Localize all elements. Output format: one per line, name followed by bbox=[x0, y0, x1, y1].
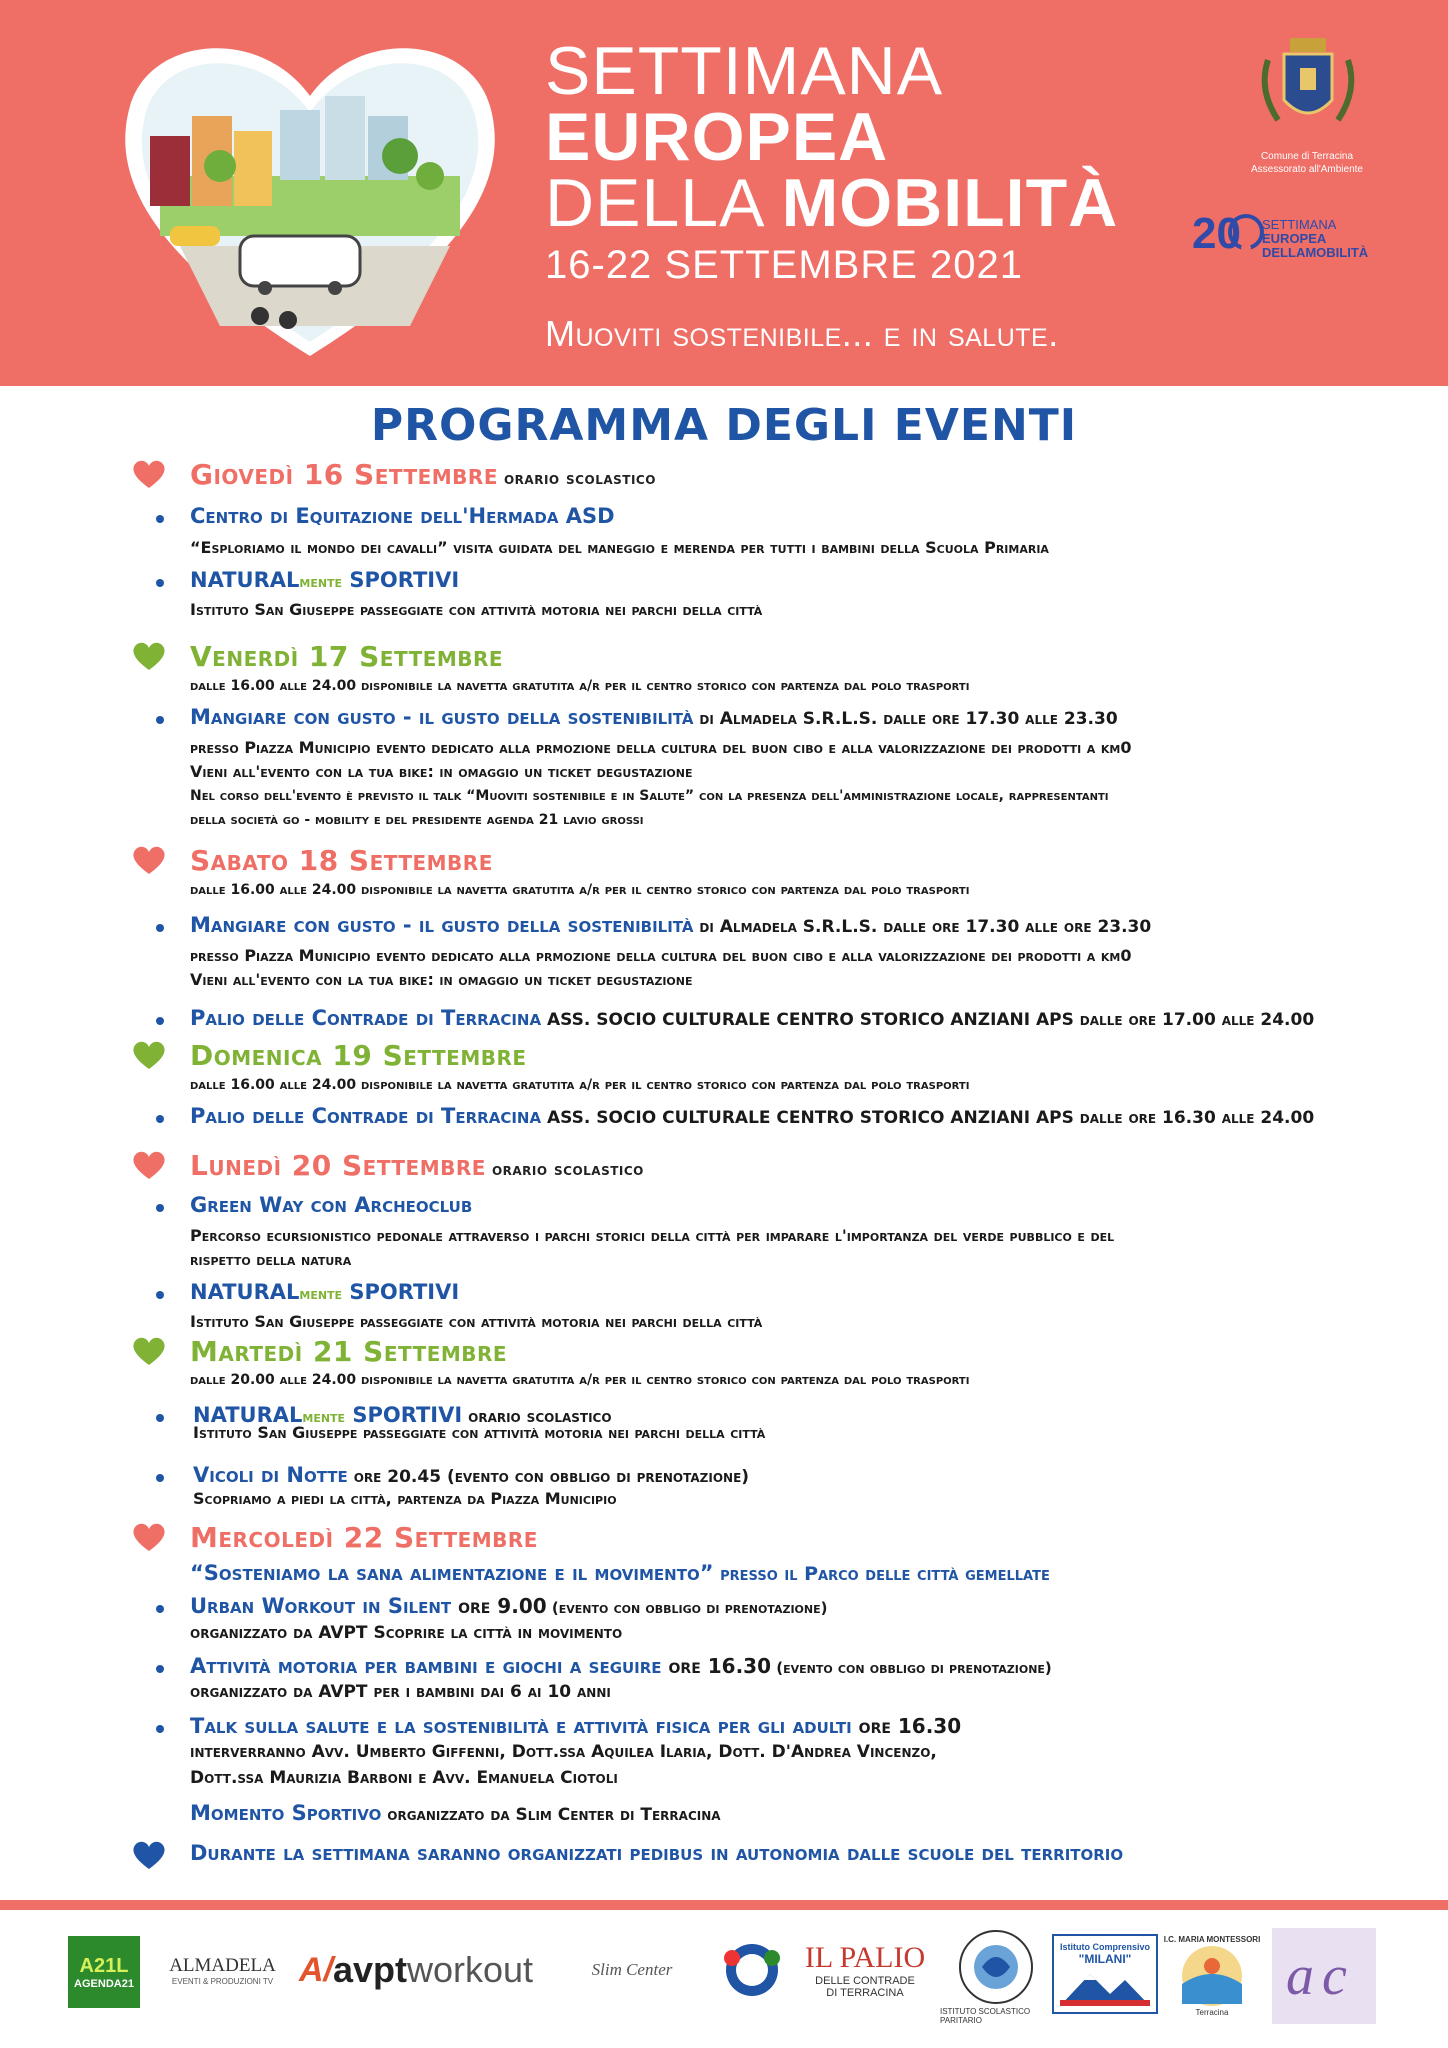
istituto-paritario-icon bbox=[956, 1927, 1036, 2007]
event-title-b: di Almadela S.R.L.S. dalle ore 17.30 alle ore 23.30 bbox=[693, 917, 1152, 937]
bullet bbox=[156, 1474, 164, 1482]
montessori-logo-sub: Terracina bbox=[1195, 2008, 1229, 2017]
event-title-b: organizzato da Slim Center di Terracina bbox=[381, 1805, 721, 1825]
day-label: Giovedì 16 Settembre bbox=[190, 458, 498, 491]
event-desc: presso Piazza Municipio evento dedicato alla prmozione della cultura del buon cibo e alla valorizzazione dei prodotti a km0 bbox=[190, 946, 1132, 965]
event-title-b: ore 16.30 bbox=[661, 1654, 771, 1678]
event-title bbox=[190, 1104, 1314, 1128]
palio-crest-icon bbox=[712, 1934, 792, 2006]
heart-red-icon bbox=[132, 845, 166, 875]
montessori-logo-name: I.C. MARIA MONTESSORI bbox=[1163, 1935, 1261, 1944]
bullet bbox=[156, 1017, 164, 1025]
day-monday-20 bbox=[190, 1149, 644, 1182]
title-block bbox=[545, 33, 1119, 356]
event-desc: Vieni all'evento con la tua bike: in omaggio un ticket degustazione bbox=[190, 970, 693, 989]
event-title-a: Vicoli di Notte bbox=[193, 1463, 348, 1487]
pedibus-note: Durante la settimana saranno organizzati pedibus in autonomia dalle scuole del territorio bbox=[190, 1841, 1124, 1865]
day-wednesday-22: Mercoledì 22 Settembre bbox=[190, 1521, 538, 1554]
event-title: Green Way con Archeoclub bbox=[190, 1193, 473, 1217]
bullet bbox=[156, 1605, 164, 1613]
almadela-logo bbox=[160, 1934, 285, 2006]
event-headline bbox=[190, 1561, 1050, 1585]
bullet bbox=[156, 1204, 164, 1212]
avpt-workout-logo: A/ avpt workout bbox=[298, 1949, 534, 1990]
event-title-b: di Almadela S.R.L.S. dalle ore 17.30 alle 23.30 bbox=[693, 709, 1118, 729]
event-title bbox=[190, 1654, 1052, 1678]
heart-red-icon bbox=[132, 1150, 166, 1180]
mountains-icon bbox=[1060, 1966, 1150, 2006]
sem-logo-line-2: EUROPEA bbox=[1262, 231, 1327, 246]
milani-logo bbox=[1052, 1934, 1158, 2014]
event-title-c: (evento con obbligo di prenotazione) bbox=[546, 1599, 828, 1617]
event-title bbox=[190, 1801, 721, 1825]
event-title-b: ore 9.00 bbox=[451, 1594, 547, 1618]
event-title-a: NATURAL bbox=[193, 1403, 303, 1427]
event-title-c: SPORTIVI bbox=[345, 1403, 463, 1427]
bullet bbox=[156, 716, 164, 724]
workout-text: workout bbox=[406, 1949, 534, 1990]
event-headline-a: “Sosteniamo la sana alimentazione e il movimento” bbox=[190, 1561, 714, 1585]
event-title-a: Mangiare con gusto - il gusto della sostenibilità bbox=[190, 705, 694, 729]
crest-caption bbox=[1222, 150, 1392, 176]
event-desc: della società go - mobility e del presidente agenda 21 lavio grossi bbox=[190, 812, 644, 828]
footer-divider bbox=[0, 1900, 1448, 1910]
title-line-3 bbox=[545, 165, 1119, 241]
heart-green-icon bbox=[132, 1336, 166, 1366]
event-title-c: SPORTIVI bbox=[342, 568, 460, 592]
sem-logo-text bbox=[1262, 218, 1368, 260]
bullet bbox=[156, 1414, 164, 1422]
shuttle-info: dalle 16.00 alle 24.00 disponibile la navetta gratutita a/r per il centro storico con partenza dal polo trasporti bbox=[190, 1077, 970, 1093]
shuttle-info: dalle 16.00 alle 24.00 disponibile la navetta gratutita a/r per il centro storico con partenza dal polo trasporti bbox=[190, 882, 970, 898]
event-desc: presso Piazza Municipio evento dedicato alla prmozione della cultura del buon cibo e alla valorizzazione dei prodotti a km0 bbox=[190, 738, 1132, 757]
day-label: Lunedì 20 Settembre bbox=[190, 1149, 486, 1182]
almadela-logo-sub: EVENTI & PRODUZIONI TV bbox=[171, 1976, 274, 1986]
slogan: Muoviti sostenibile... e in salute. bbox=[545, 313, 1059, 354]
event-desc: Scopriamo a piedi la città, partenza da Piazza Municipio bbox=[193, 1489, 617, 1508]
crest-caption-2: Assessorato all'Ambiente bbox=[1251, 164, 1363, 175]
event-title bbox=[190, 568, 459, 592]
montessori-icon bbox=[1172, 1944, 1252, 2008]
day-note: orario scolastico bbox=[491, 1160, 644, 1180]
title-line-3b: MOBILITÀ bbox=[781, 165, 1119, 241]
montessori-logo bbox=[1162, 1926, 1262, 2026]
terracina-crest-icon bbox=[1248, 30, 1368, 140]
heart-blue-icon bbox=[132, 1840, 166, 1870]
event-title-b: ore 16.30 bbox=[851, 1714, 962, 1738]
program-title: PROGRAMMA DEGLI EVENTI bbox=[370, 400, 1078, 451]
almadela-logo-name: ALMADELA bbox=[169, 1954, 276, 1976]
heart-city-illustration bbox=[110, 26, 510, 366]
event-desc: Istituto San Giuseppe passeggiate con attività motoria nei parchi della città bbox=[190, 1312, 763, 1331]
event-title-a: NATURAL bbox=[190, 1280, 300, 1304]
event-desc: Vieni all'evento con la tua bike: in omaggio un ticket degustazione bbox=[190, 762, 693, 781]
event-desc: Dott.ssa Maurizia Barboni e Avv. Emanuela Ciotoli bbox=[190, 1768, 618, 1788]
avpt-text: avpt bbox=[332, 1949, 407, 1990]
heart-green-icon bbox=[132, 1040, 166, 1070]
agenda21-logo-top: A21L bbox=[79, 1954, 129, 1977]
event-desc: organizzato da AVPT per i bambini dai 6 ai 10 anni bbox=[190, 1682, 611, 1702]
event-title-a: Attività motoria per bambini e giochi a seguire bbox=[190, 1654, 662, 1678]
ac-logo-icon bbox=[1272, 1928, 1376, 2024]
day-tuesday-21: Martedì 21 Settembre bbox=[190, 1335, 508, 1368]
event-title bbox=[190, 705, 1118, 729]
event-desc: Istituto San Giuseppe passeggiate con attività motoria nei parchi della città bbox=[190, 600, 763, 619]
bullet bbox=[156, 1725, 164, 1733]
event-title-b: mente bbox=[299, 1285, 343, 1303]
event-desc: organizzato da AVPT Scoprire la città in movimento bbox=[190, 1623, 623, 1643]
slim-center-logo: Slim Center bbox=[591, 1960, 673, 1979]
event-title-a: Mangiare con gusto - il gusto della sostenibilità bbox=[190, 913, 694, 937]
svg-text:a: a bbox=[1286, 1945, 1314, 2007]
sem-logo-line-1: SETTIMANA bbox=[1262, 217, 1337, 232]
event-title-a: Momento Sportivo bbox=[190, 1801, 382, 1825]
istituto-paritario-text: ISTITUTO SCOLASTICO PARITARIO bbox=[940, 2007, 1031, 2025]
shuttle-info: dalle 16.00 alle 24.00 disponibile la navetta gratutita a/r per il centro storico con partenza dal polo trasporti bbox=[190, 678, 970, 694]
heart-red-icon bbox=[132, 459, 166, 489]
crest-caption-1: Comune di Terracina bbox=[1260, 151, 1354, 162]
sem-logo-line-3: DELLAMOBILITÀ bbox=[1262, 245, 1369, 260]
event-desc: rispetto della natura bbox=[190, 1250, 352, 1269]
heart-red-icon bbox=[132, 1522, 166, 1552]
event-title-b: mente bbox=[302, 1408, 346, 1426]
il-palio-sub1: DELLE CONTRADE bbox=[815, 1975, 915, 1987]
header-banner bbox=[0, 0, 1448, 386]
event-title bbox=[190, 1280, 459, 1304]
milani-logo-a: Istituto Comprensivo bbox=[1059, 1942, 1150, 1952]
event-title-a: NATURAL bbox=[190, 568, 300, 592]
bullet bbox=[156, 1665, 164, 1673]
title-line-3a: DELLA bbox=[545, 165, 782, 241]
bullet bbox=[156, 1115, 164, 1123]
milani-logo-b: "MILANI" bbox=[1078, 1952, 1132, 1966]
heart-green-icon bbox=[132, 641, 166, 671]
shuttle-info: dalle 20.00 alle 24.00 disponibile la navetta gratutita a/r per il centro storico con partenza dal polo trasporti bbox=[190, 1372, 970, 1388]
svg-text:c: c bbox=[1322, 1945, 1347, 2007]
sem-logo-number: 20 bbox=[1192, 209, 1241, 258]
il-palio-logo bbox=[800, 1934, 930, 2006]
event-title: Centro di Equitazione dell'Hermada ASD bbox=[190, 504, 615, 528]
sponsor-logos bbox=[0, 1922, 1448, 2032]
event-title-c: (evento con obbligo di prenotazione) bbox=[771, 1659, 1052, 1677]
event-desc: interverranno Avv. Umberto Giffenni, Dott.ssa Aquilea Ilaria, Dott. D'Andrea Vincenzo, bbox=[190, 1742, 937, 1762]
bullet bbox=[156, 515, 164, 523]
event-title-a: Urban Workout in Silent bbox=[190, 1594, 452, 1618]
agenda21-logo bbox=[68, 1936, 140, 2008]
bullet bbox=[156, 1291, 164, 1299]
day-sunday-19: Domenica 19 Settembre bbox=[190, 1039, 527, 1072]
title-line-2: EUROPEA bbox=[545, 99, 889, 175]
event-headline-b: presso il Parco delle città gemellate bbox=[713, 1563, 1050, 1585]
bullet bbox=[156, 579, 164, 587]
event-title bbox=[190, 1006, 1314, 1030]
day-note: orario scolastico bbox=[503, 469, 656, 489]
event-title bbox=[190, 1714, 961, 1738]
il-palio-title: IL PALIO bbox=[804, 1941, 926, 1974]
event-title-a: Palio delle Contrade di Terracina bbox=[190, 1006, 542, 1030]
event-title-c: SPORTIVI bbox=[342, 1280, 460, 1304]
event-title bbox=[190, 1594, 827, 1618]
event-title-b: mente bbox=[299, 573, 343, 591]
event-dates: 16-22 SETTEMBRE 2021 bbox=[545, 243, 1023, 287]
event-desc: “Esploriamo il mondo dei cavalli” visita guidata del maneggio e merenda per tutti i bambini della Scuola Primaria bbox=[190, 538, 1049, 557]
event-title bbox=[190, 913, 1151, 937]
event-title-d: orario scolastico bbox=[462, 1407, 612, 1427]
event-desc: Percorso ecursionistico pedonale attraverso i parchi storici della città per imparare l'importanza del verde pubblico e del bbox=[190, 1226, 1115, 1245]
event-desc: Istituto San Giuseppe passeggiate con attività motoria nei parchi della città bbox=[193, 1423, 766, 1442]
agenda21-logo-bottom: AGENDA21 bbox=[74, 1977, 134, 1990]
event-title-b: ASS. SOCIO CULTURALE CENTRO STORICO ANZIANI APS dalle ore 17.00 alle 24.00 bbox=[541, 1010, 1315, 1030]
event-title-b: ore 20.45 (evento con obbligo di prenotazione) bbox=[347, 1467, 750, 1487]
il-palio-sub2: DI TERRACINA bbox=[826, 1987, 904, 1999]
event-desc: Nel corso dell'evento è previsto il talk “Muoviti sostenibile e in Salute” con la presenza dell'amministrazione locale, rappresentanti bbox=[190, 788, 1109, 804]
event-title-a: Talk sulla salute e la sostenibilità e attività fisica per gli adulti bbox=[190, 1714, 852, 1738]
day-thursday-16 bbox=[190, 458, 656, 491]
title-line-1: SETTIMANA bbox=[545, 33, 944, 109]
bullet bbox=[156, 924, 164, 932]
day-friday-17: Venerdì 17 Settembre bbox=[190, 640, 504, 673]
event-title bbox=[193, 1463, 749, 1487]
event-title-a: Palio delle Contrade di Terracina bbox=[190, 1104, 542, 1128]
istituto-paritario-logo bbox=[940, 1926, 1052, 2026]
day-saturday-18: Sabato 18 Settembre bbox=[190, 844, 493, 877]
event-title-b: ASS. SOCIO CULTURALE CENTRO STORICO ANZIANI APS dalle ore 16.30 alle 24.00 bbox=[541, 1108, 1315, 1128]
